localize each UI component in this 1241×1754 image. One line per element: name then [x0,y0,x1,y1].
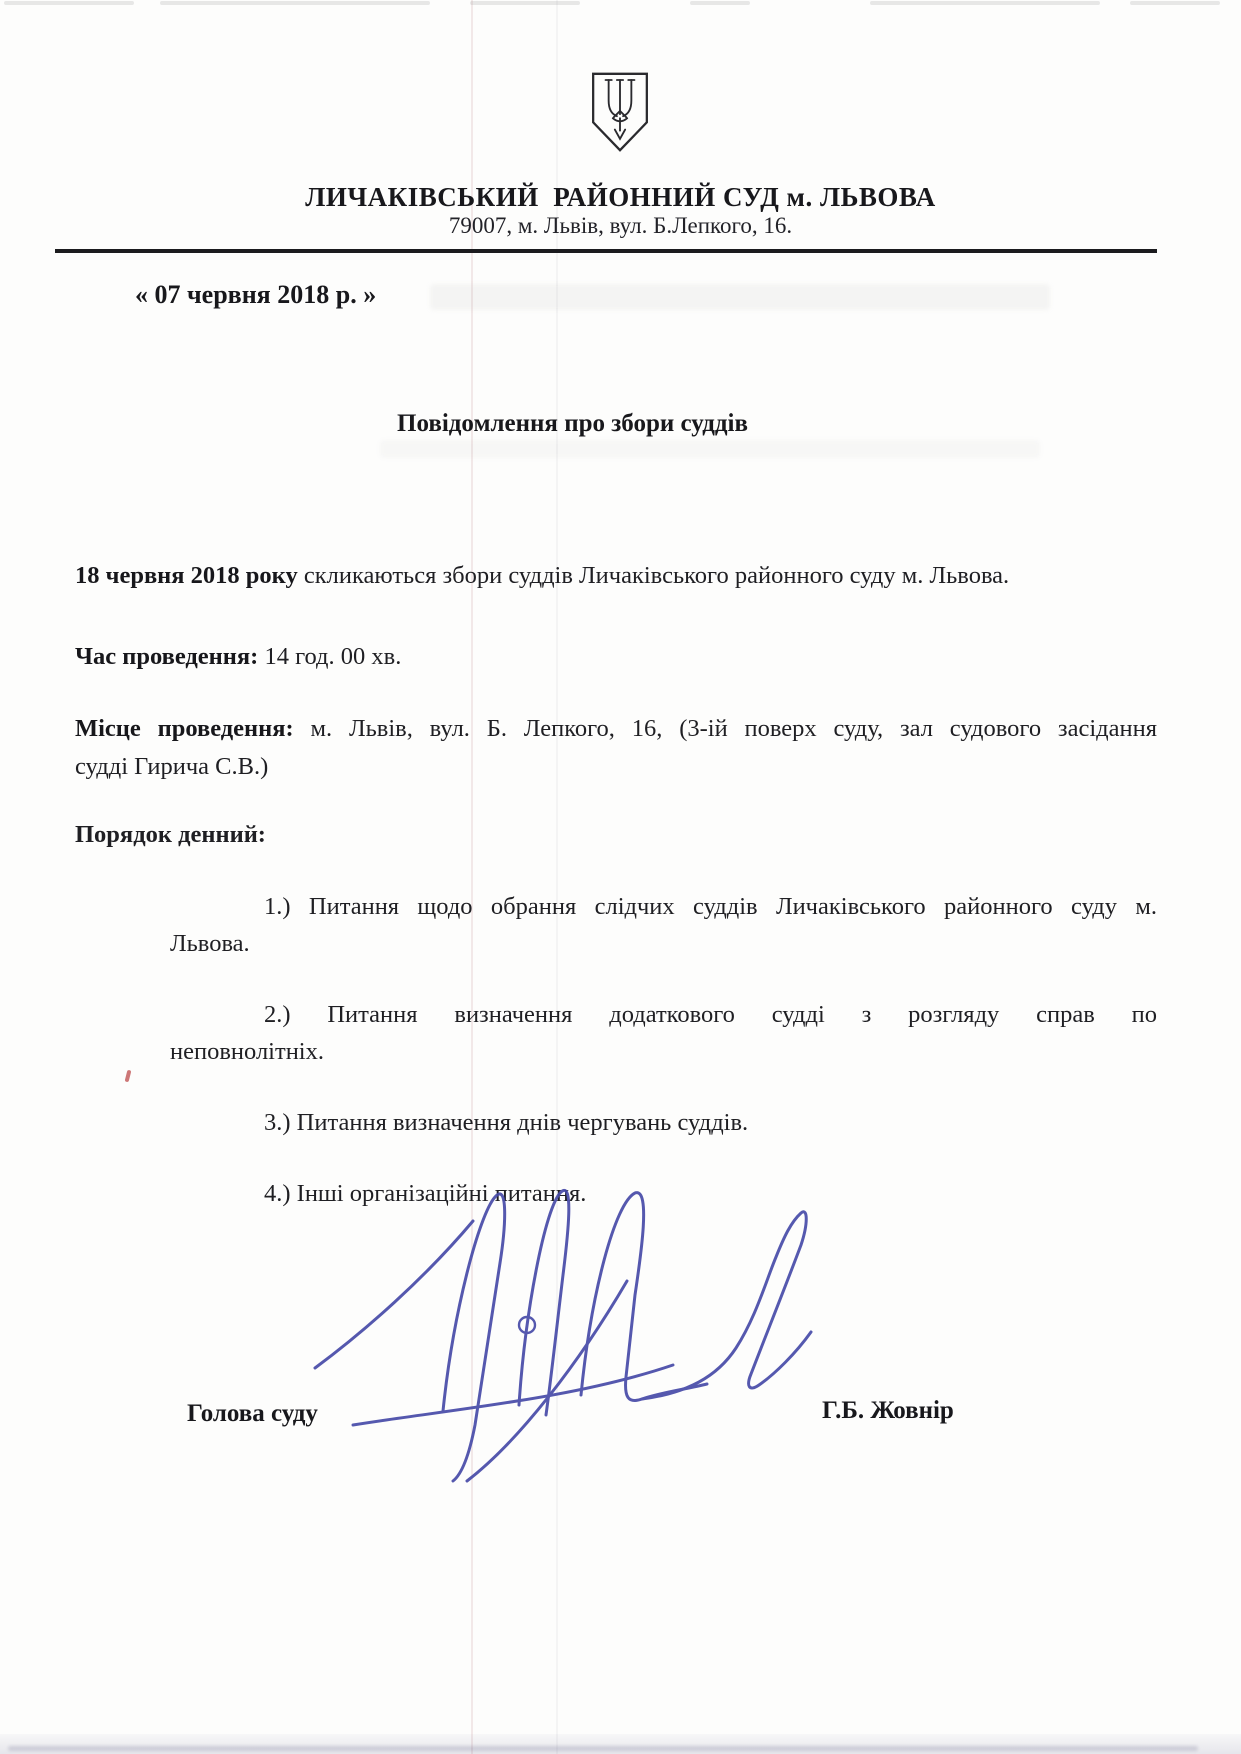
signature-role-label: Голова суду [187,1400,318,1427]
place-label: Місце проведення: [75,715,294,742]
agenda-item [170,996,1157,1070]
place-line-2: судді Гирича С.В.) [75,753,269,780]
handwritten-signature [295,1163,835,1488]
agenda-item-line: 2.) Питання визначення додаткового судді з розгляду справ по [264,1001,1157,1028]
meeting-text: скликаються збори суддів Личаківського районного суду м. Львова. [297,562,1010,589]
scan-smudge [430,284,1050,310]
agenda-item-line: 3.) Питання визначення днів чергувань суддів. [264,1109,749,1136]
document-title: Повідомлення про збори суддів [397,410,748,437]
date-line: « 07 червня 2018 р. » [135,280,377,309]
agenda-item-line: Львова. [170,930,250,957]
court-address: 79007, м. Львів, вул. Б.Лепкого, 16. [448,213,793,238]
scan-artifact [690,1,750,5]
time-label: Час проведення: [75,643,259,670]
scan-artifact [160,1,430,5]
paragraph-meeting-announcement [75,557,1160,594]
header-divider [55,249,1157,253]
scan-smudge [380,440,1040,458]
agenda-item-line: 4.) Інші організаційні питання. [264,1180,587,1207]
signature-name-label: Г.Б. Жовнір [822,1397,954,1424]
paragraph-place [75,710,1157,786]
scan-fold-line [471,0,473,1754]
time-value: 14 год. 00 хв. [258,643,402,670]
court-name: ЛИЧАКІВСЬКИЙ РАЙОННИЙ СУД м. ЛЬВОВА [305,182,936,212]
ukraine-trident-icon [588,70,652,159]
ink-speck [125,1070,132,1083]
scan-artifact [870,1,1100,5]
scan-artifact [470,1,580,5]
scan-fold-line [556,0,558,1754]
scan-artifact [0,1734,1241,1754]
paragraph-time [75,638,1160,675]
agenda-item [170,1104,1157,1141]
place-value: м. Львів, вул. Б. Лепкого, 16, (3-ій поверх суду, зал судового засідання [293,715,1157,742]
place-line-1 [75,710,1157,748]
agenda-item-line: неповнолітніх. [170,1038,324,1065]
agenda-item [170,888,1157,962]
agenda-heading: Порядок денний: [75,821,266,848]
agenda-item-line: 1.) Питання щодо обрання слідчих суддів Личаківського районного суду м. [264,893,1157,920]
meeting-date-bold: 18 червня 2018 року [75,562,298,589]
scan-artifact [4,1,134,5]
scan-artifact [8,1746,1198,1751]
scan-artifact [1130,1,1220,5]
